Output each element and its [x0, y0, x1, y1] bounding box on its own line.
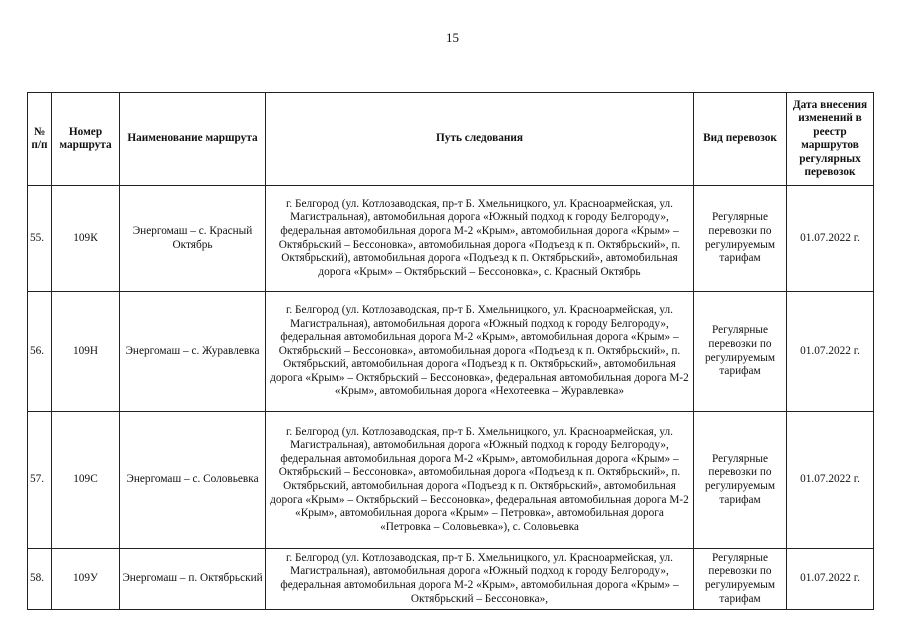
row-transport-type: Регулярные перевозки по регулируемым тарифам: [694, 186, 787, 292]
header-num: № п/п: [28, 93, 52, 186]
header-transport-type: Вид перевозок: [694, 93, 787, 186]
row-route-number: 109С: [52, 412, 120, 549]
row-num: 56.: [28, 292, 52, 412]
table-row: [28, 549, 874, 610]
row-route-name: Энергомаш – с. Красный Октябрь: [120, 186, 266, 292]
table-header-row: [28, 93, 874, 186]
row-num: 55.: [28, 186, 52, 292]
row-num: 57.: [28, 412, 52, 549]
table-row: [28, 186, 874, 292]
header-route-name: Наименование маршрута: [120, 93, 266, 186]
header-route-number: Номер маршрута: [52, 93, 120, 186]
page-number: 15: [446, 30, 459, 45]
table-row: [28, 292, 874, 412]
table-row: [28, 412, 874, 549]
row-route-number: 109У: [52, 549, 120, 610]
row-num: 58.: [28, 549, 52, 610]
row-route-number: 109Н: [52, 292, 120, 412]
row-registry-date: 01.07.2022 г.: [787, 412, 874, 549]
row-registry-date: 01.07.2022 г.: [787, 186, 874, 292]
row-route-name: Энергомаш – с. Журавлевка: [120, 292, 266, 412]
row-route-name: Энергомаш – с. Соловьевка: [120, 412, 266, 549]
row-route-number: 109К: [52, 186, 120, 292]
header-registry-date: Дата внесения изменений в реестр маршрутов регулярных перевозок: [787, 93, 874, 186]
row-path: г. Белгород (ул. Котлозаводская, пр-т Б. Хмельницкого, ул. Красноармейская, ул. Магистральная), автомобильная дорога «Южный подход к городу Белгороду», федеральная автомобильная дорога М-2 «Крым», автомобильная дорога «Крым» – Октябрьский – Бессоновка»,: [266, 549, 694, 610]
row-path: г. Белгород (ул. Котлозаводская, пр-т Б. Хмельницкого, ул. Красноармейская, ул. Магистральная), автомобильная дорога «Южный подход к городу Белгороду», федеральная автомобильная дорога М-2 «Крым», автомобильная дорога «Крым» – Октябрьский – Бессоновка», автомобильная дорога «Подъезд к п. Октябрьский», п. Октябрьский, автомобильная дорога «Подъезд к п. Октябрьский», автомобильная дорога «Крым» – Октябрьский – Бессоновка», федеральная автомобильная дорога М-2 «Крым», автомобильная дорога «Нехотеевка – Журавлевка»: [266, 292, 694, 412]
row-transport-type: Регулярные перевозки по регулируемым тарифам: [694, 412, 787, 549]
routes-table: [27, 92, 874, 610]
row-path: г. Белгород (ул. Котлозаводская, пр-т Б. Хмельницкого, ул. Красноармейская, ул. Магистральная), автомобильная дорога «Южный подход к городу Белгороду», федеральная автомобильная дорога М-2 «Крым», автомобильная дорога «Крым» – Октябрьский – Бессоновка», автомобильная дорога «Подъезд к п. Октябрьский», п. Октябрьский), автомобильная дорога «Подъезд к п. Октябрьский», автомобильная дорога «Крым» – Октябрьский – Бессоновка», с. Красный Октябрь: [266, 186, 694, 292]
row-path: г. Белгород (ул. Котлозаводская, пр-т Б. Хмельницкого, ул. Красноармейская, ул. Магистральная), автомобильная дорога «Южный подход к городу Белгороду», федеральная автомобильная дорога М-2 «Крым», автомобильная дорога «Крым» – Октябрьский – Бессоновка», автомобильная дорога «Подъезд к п. Октябрьский», п. Октябрьский, автомобильная дорога «Подъезд к п. Октябрьский», автомобильная дорога «Крым» – Октябрьский – Бессоновка», федеральная автомобильная дорога М-2 «Крым», автомобильная дорога «Крым» – Петровка», автомобильная дорога «Петровка – Соловьевка»), с. Соловьевка: [266, 412, 694, 549]
row-registry-date: 01.07.2022 г.: [787, 549, 874, 610]
row-route-name: Энергомаш – п. Октябрьский: [120, 549, 266, 610]
row-transport-type: Регулярные перевозки по регулируемым тарифам: [694, 549, 787, 610]
row-registry-date: 01.07.2022 г.: [787, 292, 874, 412]
row-transport-type: Регулярные перевозки по регулируемым тарифам: [694, 292, 787, 412]
header-path: Путь следования: [266, 93, 694, 186]
